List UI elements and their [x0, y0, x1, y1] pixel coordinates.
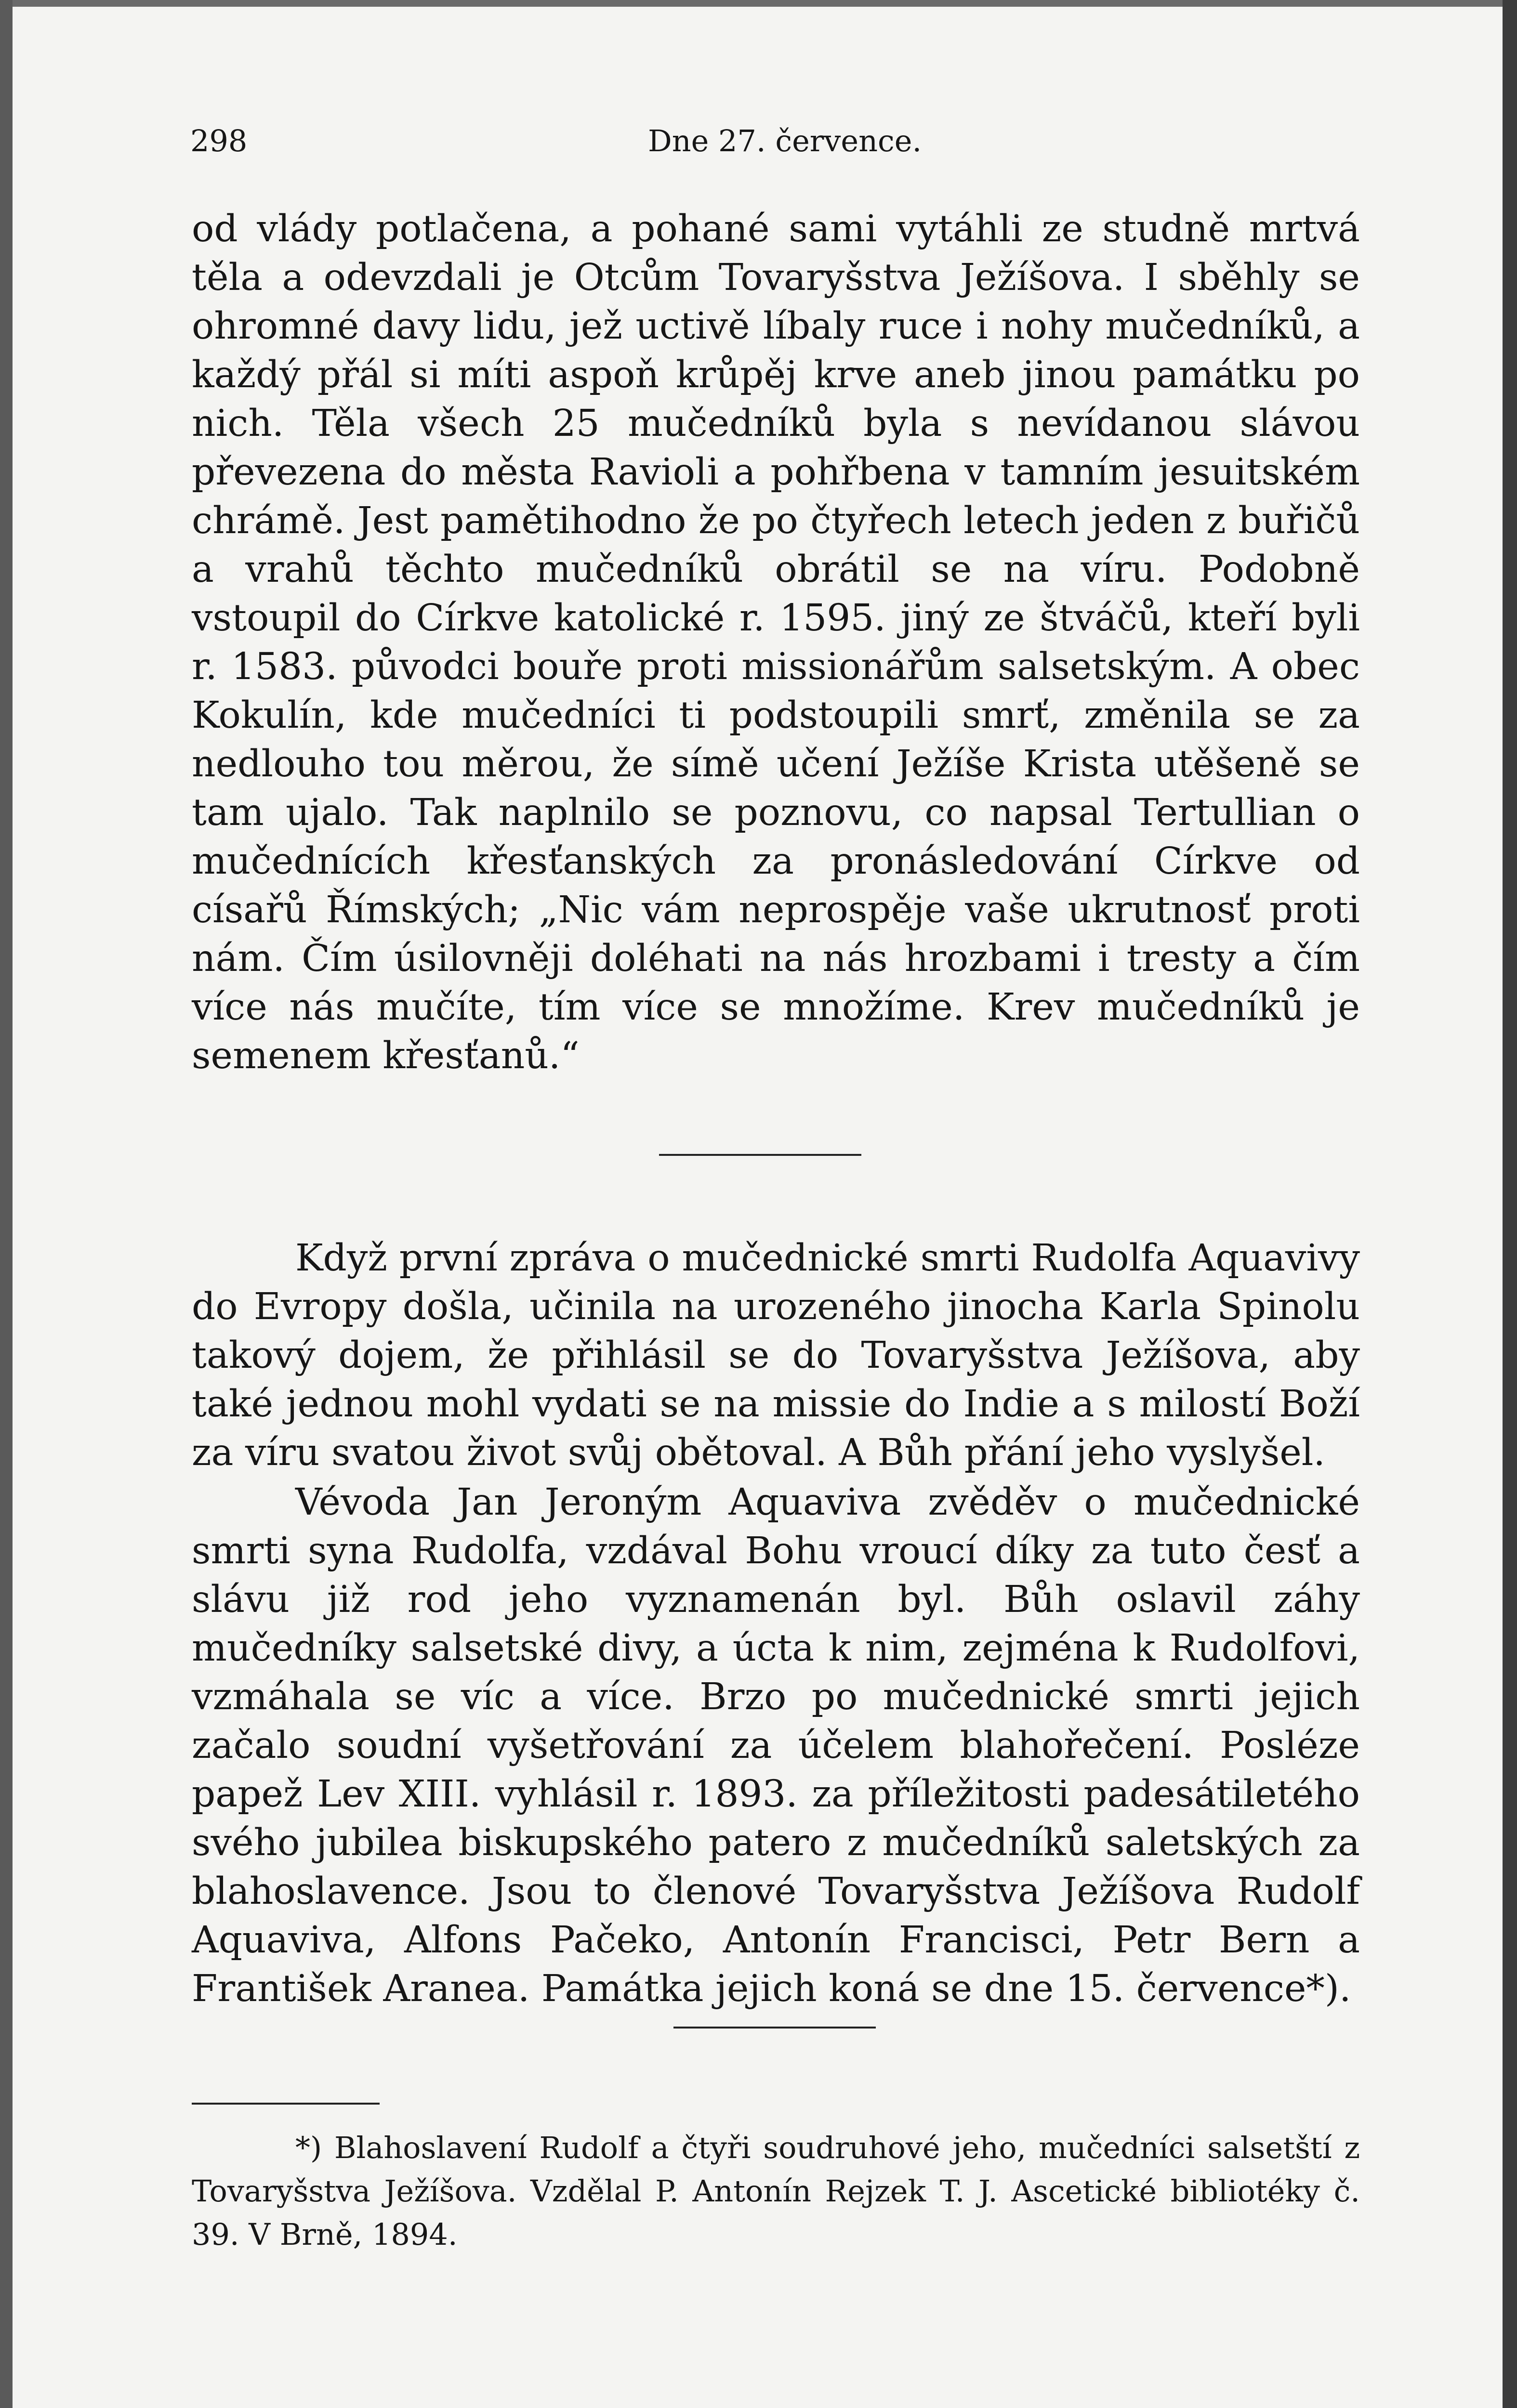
running-title: Dne 27. července.: [648, 123, 922, 158]
scan-edge-top: [0, 0, 1517, 7]
body-paragraph: Vévoda Jan Jeroným Aquaviva zvěděv o mučednické smrti syna Rudolfa, vzdával Bohu vroucí díky za tuto česť a slávu již rod jeho vyznamenán byl. Bůh oslavil záhy mučedníky salsetské divy, a úcta k nim, zejména k Rudolfovi, vzmáhala se víc a více. Brzo po mučednické smrti jejich začalo soudní vyšetřování za účelem blahořečení. Posléze papež Lev XIII. vyhlásil r. 1893. za příležitosti padesátiletého svého jubilea biskupského patero z mučedníků saletských za blahoslavence. Jsou to členové Tovaryšstva Ježíšova Rudolf Aquaviva, Alfons Pačeko, Antonín Francisci, Petr Bern a František Aranea. Památka jejich koná se dne 15. července*).: [192, 1481, 1360, 2010]
footnote-rule: [192, 2103, 380, 2105]
page-number: 298: [190, 123, 248, 158]
section-divider: [673, 2027, 876, 2028]
scan-edge-right: [1503, 0, 1517, 2408]
footnote: *) Blahoslavení Rudolf a čtyři soudruhové jeho, mučedníci salsetští z Tovaryšstva Ježíšova. Vzdělal P. Antonín Rejzek T. J. Ascetické bibliotéky č. 39. V Brně, 1894.: [192, 2130, 1360, 2252]
section-divider: [659, 1154, 861, 1156]
body-paragraph: Když první zpráva o mučednické smrti Rudolfa Aquavivy do Evropy došla, učinila na urozeného jinocha Karla Spinolu takový dojem, že přihlásil se do Tovaryšstva Ježíšova, aby také jednou mohl vydati se na missie do Indie a s milostí Boží za víru svatou život svůj obětoval. A Bůh přání jeho vyslyšel.: [192, 1237, 1360, 1474]
running-header: [190, 115, 1366, 168]
body-paragraph: od vlády potlačena, a pohané sami vytáhli ze studně mrtvá těla a odevzdali je Otcům Tovaryšstva Ježíšova. I sběhly se ohromné davy lidu, jež uctivě líbaly ruce i nohy mučedníků, a každý přál si míti aspoň krůpěj krve aneb jinou památku po nich. Těla všech 25 mučedníků byla s nevídanou slávou převezena do města Ravioli a pohřbena v tamním jesuitském chrámě. Jest pamětihodno že po čtyřech letech jeden z buřičů a vrahů těchto mučedníků obrátil se na víru. Podobně vstoupil do Církve katolické r. 1595. jiný ze štváčů, kteří byli r. 1583. původci bouře proti missionářům salsetským. A obec Kokulín, kde mučedníci ti podstoupili smrť, změnila se za nedlouho tou měrou, že símě učení Ježíše Krista utěšeně se tam ujalo. Tak naplnilo se poznovu, co napsal Tertullian o mučednících křesťanských za pronásledování Církve od císařů Římských; „Nic vám neprospěje vaše ukrutnosť proti nám. Čím úsilovněji doléhati na nás hrozbami i tresty a čím více nás mučíte, tím více se množíme. Krev mučedníků je semenem křesťanů.“: [192, 208, 1360, 1077]
scan-edge-left: [0, 0, 13, 2408]
